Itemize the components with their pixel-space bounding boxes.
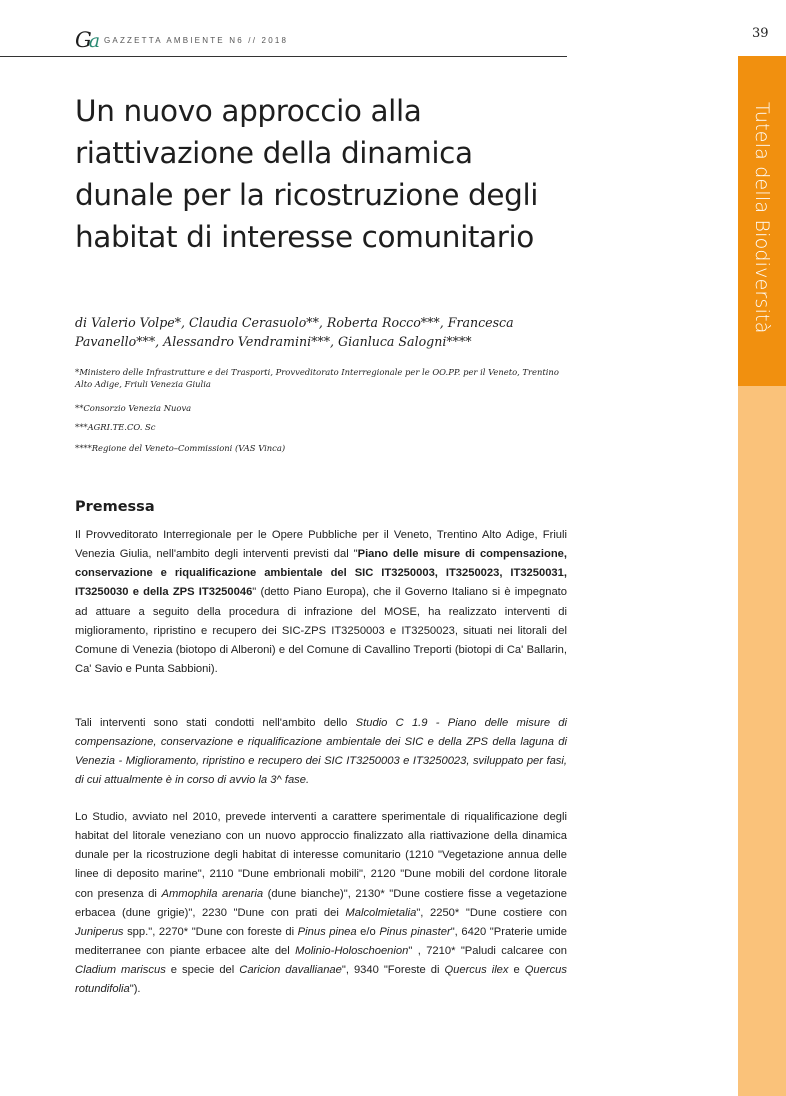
- affiliation-1: *Ministero delle Infrastrutture e dei Trasporti, Provveditorato Interregionale per le OO.PP. per il Veneto, Trentino Alto Adige, Friuli Venezia Giulia: [75, 367, 559, 389]
- p3-i6: Molinio-Holoschoenion: [295, 945, 409, 958]
- p3-i4: Pinus pinea: [297, 925, 357, 938]
- p1-text-c: " (detto Piano Europa), che il Governo Italiano si è impegnato ad attuare a seguito della procedura di infrazione del MOSE, ha realizzato interventi di miglioramento, ripristino e recupero dei SIC-ZPS IT3250003 e IT3250023, situati nei litorali del Comune di Venezia (biotopo di Alberoni) e del Comune di Cavallino Treporti (biotopi di Ca' Ballarin, Ca' Savio e Punta Sabbioni).: [75, 586, 567, 676]
- paragraph-2: [75, 714, 567, 791]
- journal-logo: [75, 29, 100, 51]
- p3-i2: Malcolmietalia: [345, 906, 417, 919]
- p3-i10: Quercus rotundifolia: [75, 964, 567, 996]
- logo-letter-g: G: [75, 28, 92, 52]
- p3-t2: (dune bianche)", 2130* "Dune costiere fisse a vegetazione erbacea (dune grigie)", 2230 "Dune con prati dei: [75, 887, 567, 919]
- p1-bold-plan: Piano delle misure di compensazione, conservazione e riqualificazione ambientale del SIC IT3250003, IT3250023, IT3250031, IT3250030 e della ZPS IT3250046: [75, 548, 567, 599]
- article-authors: di Valerio Volpe*, Claudia Cerasuolo**, Roberta Rocco***, Francesca Pavanello***, Alessandro Vendramini***, Gianluca Salogni****: [75, 315, 514, 349]
- p3-t4: spp.", 2270* "Dune con foreste di: [123, 925, 298, 938]
- p3-t9: ", 9340 "Foreste di: [341, 964, 445, 977]
- p3-i5: Pinus pinaster: [379, 925, 451, 938]
- p2-text-a: Tali interventi sono stati condotti nell'ambito dello: [75, 717, 356, 729]
- p3-t5: e/o: [356, 925, 380, 938]
- journal-header: GAZZETTA AMBIENTE N6 // 2018: [104, 36, 289, 45]
- affiliation-2: **Consorzio Venezia Nuova: [75, 403, 192, 413]
- p3-t11: ").: [129, 983, 141, 996]
- p2-italic-study: Studio C 1.9 - Piano delle misure di compensazione, conservazione e riqualificazione ambientale dei SIC e della ZPS della laguna di Venezia - Miglioramento, ripristino e recupero dei SIC IT3250003 e IT3250023, sviluppato per fasi, di cui attualmente è in corso di avvio la 3^ fase.: [75, 717, 567, 787]
- p3-t6: ", 6420 "Praterie umide mediterranee con piante erbacee alte del: [75, 925, 567, 958]
- affiliation-3: ***AGRI.TE.CO. Sc: [75, 422, 156, 432]
- p3-t1: Lo Studio, avviato nel 2010, prevede interventi a carattere sperimentale di riqualificazione degli habitat del litorale veneziano con un nuovo approccio finalizzato alla riattivazione della dinamica dunale per la ricostruzione degli habitat di interesse comunitario (1210 "Vegetazione annua delle linee di deposito marine", 2110 "Dune embrionali mobili", 2120 "Dune mobili del cordone litorale con presenza di: [75, 811, 567, 900]
- affiliation-4: ****Regione del Veneto–Commissioni (VAS Vinca): [75, 443, 286, 453]
- article-title: Un nuovo approccio alla riattivazione della dinamica dunale per la ricostruzione degli habitat di interesse comunitario: [75, 94, 539, 254]
- p3-t8: e specie del: [165, 964, 240, 977]
- section-label: Tutela della Biodiversità: [751, 102, 773, 334]
- p3-i1: Ammophila arenaria: [161, 887, 264, 900]
- p1-text-a: Il Provveditorato Interregionale per le Opere Pubbliche per il Veneto, Trentino Alto Adige, Friuli Venezia Giulia, nell'ambito degli interventi previsti dal ": [75, 529, 567, 561]
- p3-t7: " , 7210* "Paludi calcaree con: [408, 945, 567, 958]
- p3-i7: Cladium mariscus: [75, 964, 166, 977]
- section-heading: Premessa: [75, 499, 155, 515]
- paragraph-3: [75, 808, 567, 1000]
- p3-t10: e: [508, 964, 525, 977]
- section-band-light: [738, 386, 786, 1096]
- p3-i3: Juniperus: [75, 925, 124, 938]
- logo-letter-a: a: [88, 30, 101, 52]
- p3-i9: Quercus ilex: [444, 964, 509, 977]
- p3-t3: ", 2250* "Dune costiere con: [416, 906, 567, 919]
- page-number: 39: [752, 26, 769, 41]
- header-rule: [0, 56, 567, 57]
- paragraph-1: [75, 526, 567, 679]
- p3-i8: Caricion davallianae: [239, 964, 342, 977]
